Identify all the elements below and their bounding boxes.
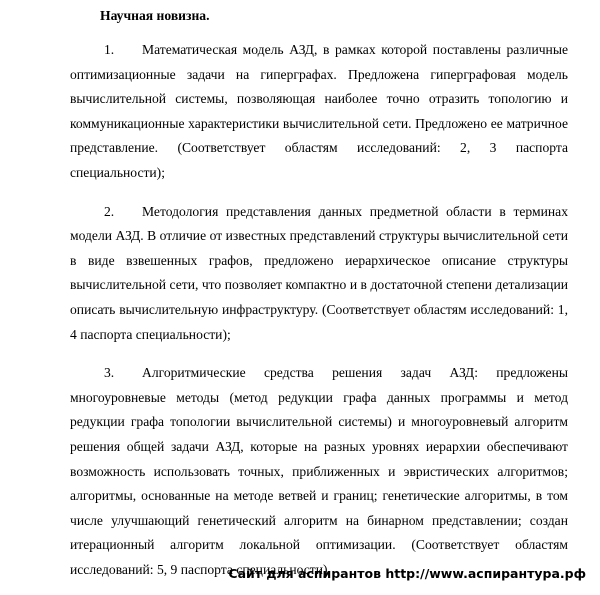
item-text: Методология представления данных предметной области в терминах модели АЗД. В отличие от известных представлений структуры вычислительной сети в виде взвешенных графов, предложено иерархическое описание структуры вычислительной сети, что позволяет компактно и в достаточной степени детализации описать вычислительную инфраструктуру. (Соответствует областям исследований: 1, 4 паспорта специальности); bbox=[70, 203, 568, 342]
list-item bbox=[70, 200, 568, 348]
item-number: 3. bbox=[104, 365, 115, 381]
item-number: 2. bbox=[104, 203, 115, 219]
document-page bbox=[70, 0, 568, 582]
list-item bbox=[70, 38, 568, 186]
item-text: Математическая модель АЗД, в рамках которой поставлены различные оптимизационные задачи на гиперграфах. Предложена гиперграфовая модель вычислительной системы, позволяющая наиболее точно отразить топологию и коммуникационные характеристики вычислительной сети. Предложено ее матричное представление. (Соответствует областям исследований: 2, 3 паспорта специальности); bbox=[70, 42, 568, 180]
section-heading: Научная новизна. bbox=[100, 8, 210, 23]
item-number: 1. bbox=[104, 42, 115, 57]
site-footer-caption: Сайт для аспирантов http://www.аспирантура.рф bbox=[228, 566, 586, 581]
item-text: Алгоритмические средства решения задач АЗД: предложены многоуровневые методы (метод редукции графа данных программы и метод редукции графа топологии вычислительной системы) и многоуровневый алгоритм решения общей задачи АЗД, которые на разных уровнях иерархии обеспечивают возможность использовать точных, приближенных и эвристических алгоритмов; алгоритмы, основанные на методе ветвей и границ; генетические алгоритмы, в том числе улучшающий генетический алгоритм на бинарном представлении; создан итерационный алгоритм локальной оптимизации. (Соответствует областям исследований: 5, 9 паспорта специальности). bbox=[70, 365, 568, 577]
list-item bbox=[70, 361, 568, 582]
